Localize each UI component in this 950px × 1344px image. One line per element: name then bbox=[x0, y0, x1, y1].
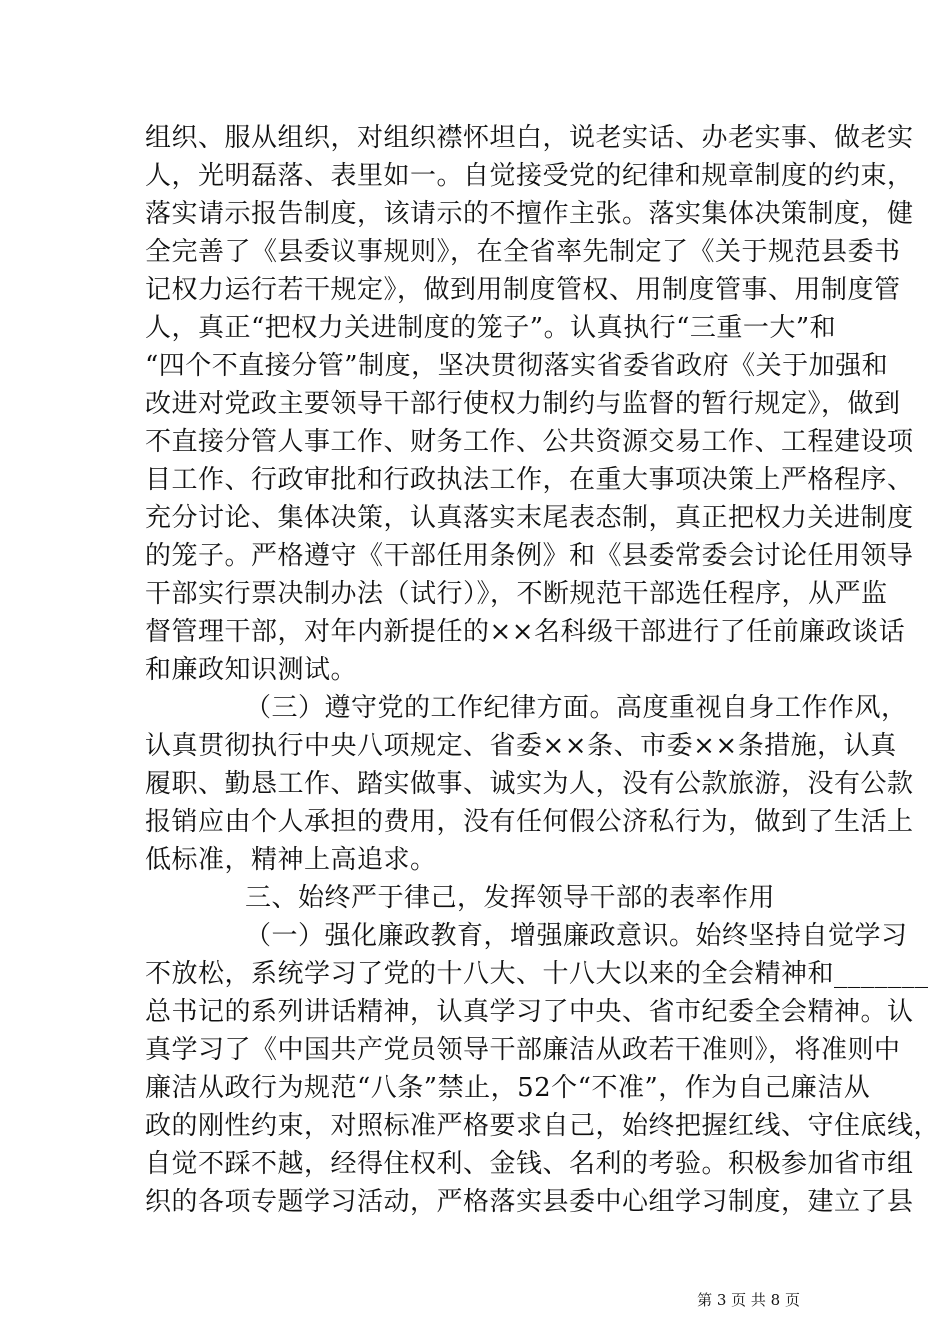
page-number: 第 3 页 共 8 页 bbox=[697, 1291, 800, 1309]
text-line: 和廉政知识测试。 bbox=[145, 655, 358, 685]
section-heading: （三）遵守党的工作纪律方面。高度重视自身工作作风， bbox=[245, 693, 908, 723]
text-line: 不放松，系统学习了党的十八大、十八大以来的全会精神和_______ bbox=[145, 959, 929, 989]
text-line: 督管理干部，对年内新提任的××名科级干部进行了任前廉政谈话 bbox=[145, 617, 906, 647]
text-line: 的笼子。严格遵守《干部任用条例》和《县委常委会讨论任用领导 bbox=[145, 541, 914, 571]
text-line: 目工作、行政审批和行政执法工作，在重大事项决策上严格程序、 bbox=[145, 465, 914, 495]
text-line: 自觉不踩不越，经得住权利、金钱、名利的考验。积极参加省市组 bbox=[145, 1149, 914, 1179]
text-line: 组织、服从组织，对组织襟怀坦白，说老实话、办老实事、做老实 bbox=[145, 123, 914, 153]
text-line: “四个不直接分管”制度，坚决贯彻落实省委省政府《关于加强和 bbox=[145, 351, 889, 381]
text-line: 认真贯彻执行中央八项规定、省委××条、市委××条措施，认真 bbox=[145, 731, 897, 761]
text-line: 充分讨论、集体决策，认真落实末尾表态制，真正把权力关进制度 bbox=[145, 503, 914, 533]
text-line: 廉洁从政行为规范“八条”禁止，52个“不准”，作为自己廉洁从 bbox=[145, 1073, 871, 1103]
text-line: 真学习了《中国共产党员领导干部廉洁从政若干准则》，将准则中 bbox=[145, 1035, 901, 1065]
text-line: 全完善了《县委议事规则》，在全省率先制定了《关于规范县委书 bbox=[145, 237, 901, 267]
text-line: 落实请示报告制度，该请示的不擅作主张。落实集体决策制度，健 bbox=[145, 199, 914, 229]
text-line: 人，光明磊落、表里如一。自觉接受党的纪律和规章制度的约束， bbox=[145, 161, 914, 191]
chapter-heading: 三、始终严于律己，发挥领导干部的表率作用 bbox=[245, 883, 776, 913]
text-line: 报销应由个人承担的费用，没有任何假公济私行为，做到了生活上 bbox=[145, 807, 914, 837]
text-line: 干部实行票决制办法（试行）》，不断规范干部选任程序，从严监 bbox=[145, 579, 888, 609]
text-line: 不直接分管人事工作、财务工作、公共资源交易工作、工程建设项 bbox=[145, 427, 914, 457]
section-heading: （一）强化廉政教育，增强廉政意识。始终坚持自觉学习 bbox=[245, 921, 908, 951]
text-line: 改进对党政主要领导干部行使权力制约与监督的暂行规定》，做到 bbox=[145, 389, 901, 419]
text-line: 记权力运行若干规定》，做到用制度管权、用制度管事、用制度管 bbox=[145, 275, 901, 305]
text-line: 低标准，精神上高追求。 bbox=[145, 845, 437, 875]
text-line: 总书记的系列讲话精神，认真学习了中央、省市纪委全会精神。认 bbox=[145, 997, 914, 1027]
text-line: 人，真正“把权力关进制度的笼子”。认真执行“三重一大”和 bbox=[145, 313, 837, 343]
text-line: 政的刚性约束，对照标准严格要求自己，始终把握红线、守住底线， bbox=[145, 1111, 941, 1141]
text-line: 织的各项专题学习活动，严格落实县委中心组学习制度，建立了县 bbox=[145, 1187, 914, 1217]
text-line: 履职、勤恳工作、踏实做事、诚实为人，没有公款旅游，没有公款 bbox=[145, 769, 914, 799]
